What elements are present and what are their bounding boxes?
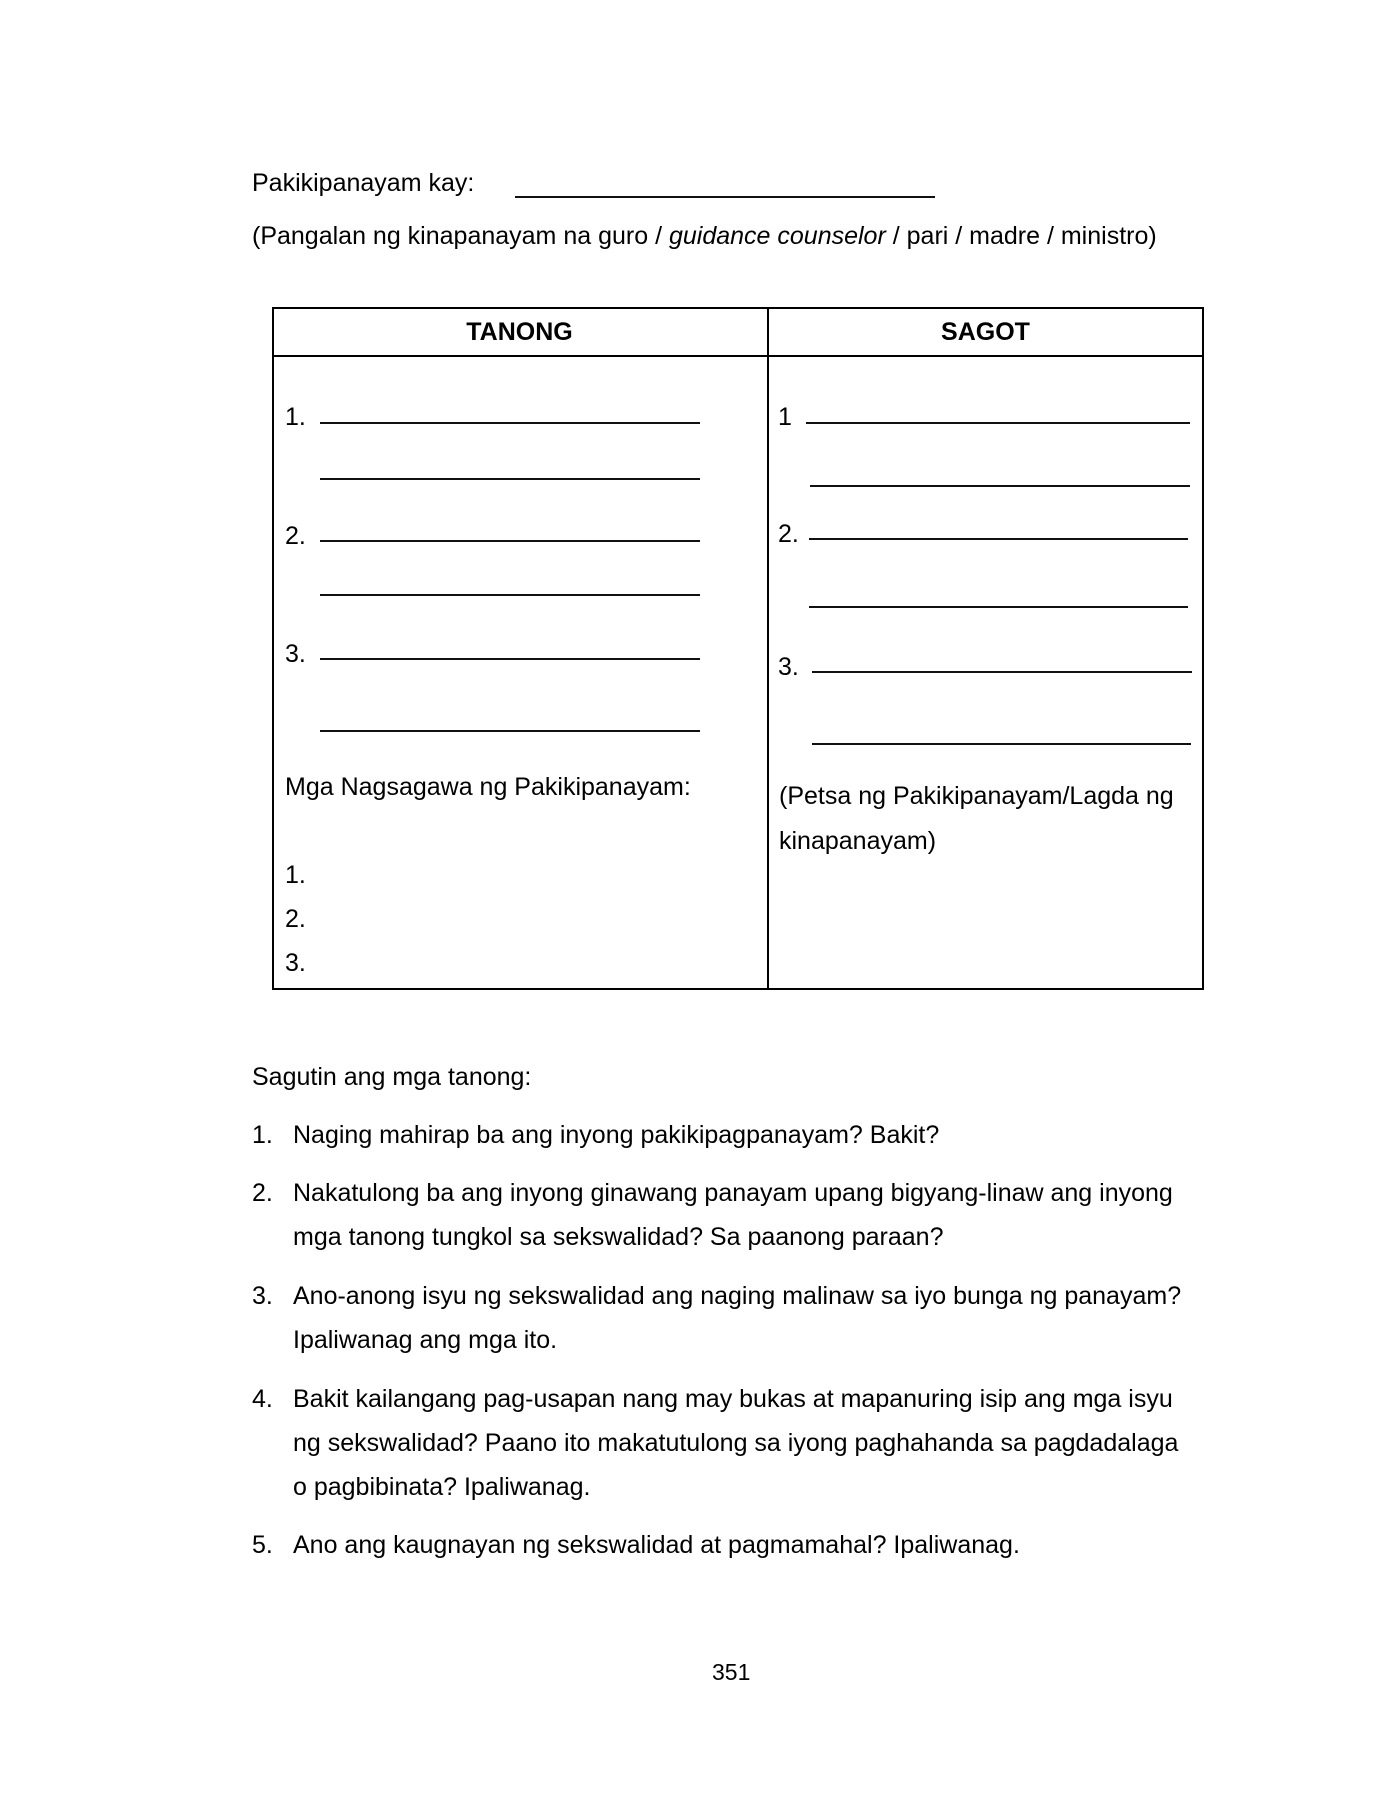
date-signature-line-2: kinapanayam) (779, 827, 937, 855)
tanong-2-line-b[interactable] (320, 594, 700, 596)
interviewee-name-blank[interactable] (515, 196, 935, 198)
question-text-line: o pagbibinata? Ipaliwanag. (293, 1473, 591, 1501)
tanong-number-3: 3. (285, 640, 306, 668)
question-text-line: Ano-anong isyu ng sekswalidad ang naging malinaw sa iyo bunga ng panayam? (293, 1282, 1182, 1310)
conductor-number-2: 2. (285, 905, 306, 933)
tanong-1-line-b[interactable] (320, 478, 700, 480)
tanong-number-2: 2. (285, 522, 306, 550)
question-number: 3. (252, 1282, 273, 1310)
question-text-line: Naging mahirap ba ang inyong pakikipagpanayam? Bakit? (293, 1121, 940, 1149)
question-text-line: Ipaliwanag ang mga ito. (293, 1326, 558, 1354)
column-divider (767, 307, 769, 990)
tanong-number-1: 1. (285, 403, 306, 431)
interviewee-name-note (252, 224, 1157, 249)
header-divider (272, 355, 1204, 357)
column-header-sagot: SAGOT (941, 318, 1030, 346)
question-text-line: Ano ang kaugnayan ng sekswalidad at pagmamahal? Ipaliwanag. (293, 1531, 1020, 1559)
conductors-label: Mga Nagsagawa ng Pakikipanayam: (285, 773, 691, 801)
name-note-prefix: (Pangalan ng kinapanayam na guro / (252, 222, 669, 250)
sagot-2-line-b[interactable] (809, 606, 1188, 608)
question-number: 5. (252, 1531, 273, 1559)
tanong-3-line-b[interactable] (320, 730, 700, 732)
conductor-number-3: 3. (285, 949, 306, 977)
sagot-1-line-a[interactable] (806, 422, 1190, 424)
question-text-line: ng sekswalidad? Paano ito makatutulong sa iyong paghahanda sa pagdadalaga (293, 1429, 1179, 1457)
sagot-1-line-b[interactable] (810, 485, 1190, 487)
question-number: 2. (252, 1179, 273, 1207)
interview-label: Pakikipanayam kay: (252, 169, 475, 197)
page-number: 351 (712, 1659, 751, 1685)
question-number: 4. (252, 1385, 273, 1413)
date-signature-line-1: (Petsa ng Pakikipanayam/Lagda ng (779, 782, 1174, 810)
table-border (272, 307, 1204, 990)
tanong-1-line-a[interactable] (320, 422, 700, 424)
tanong-3-line-a[interactable] (320, 658, 700, 660)
sagot-number-2: 2. (778, 520, 799, 548)
sagot-3-line-a[interactable] (812, 671, 1192, 673)
column-header-tanong: TANONG (466, 318, 573, 346)
sagot-number-3: 3. (778, 653, 799, 681)
name-note-suffix: / pari / madre / ministro) (885, 222, 1157, 250)
question-number: 1. (252, 1121, 273, 1149)
sagot-3-line-b[interactable] (812, 743, 1191, 745)
question-text-line: Nakatulong ba ang inyong ginawang panayam upang bigyang-linaw ang inyong (293, 1179, 1173, 1207)
question-text-line: Bakit kailangang pag-usapan nang may bukas at mapanuring isip ang mga isyu (293, 1385, 1173, 1413)
conductor-number-1: 1. (285, 861, 306, 889)
question-text-line: mga tanong tungkol sa sekswalidad? Sa paanong paraan? (293, 1223, 944, 1251)
questions-intro: Sagutin ang mga tanong: (252, 1063, 532, 1091)
tanong-2-line-a[interactable] (320, 540, 700, 542)
sagot-2-line-a[interactable] (809, 538, 1188, 540)
sagot-number-1: 1 (778, 403, 792, 431)
name-note-italic: guidance counselor (668, 222, 886, 250)
